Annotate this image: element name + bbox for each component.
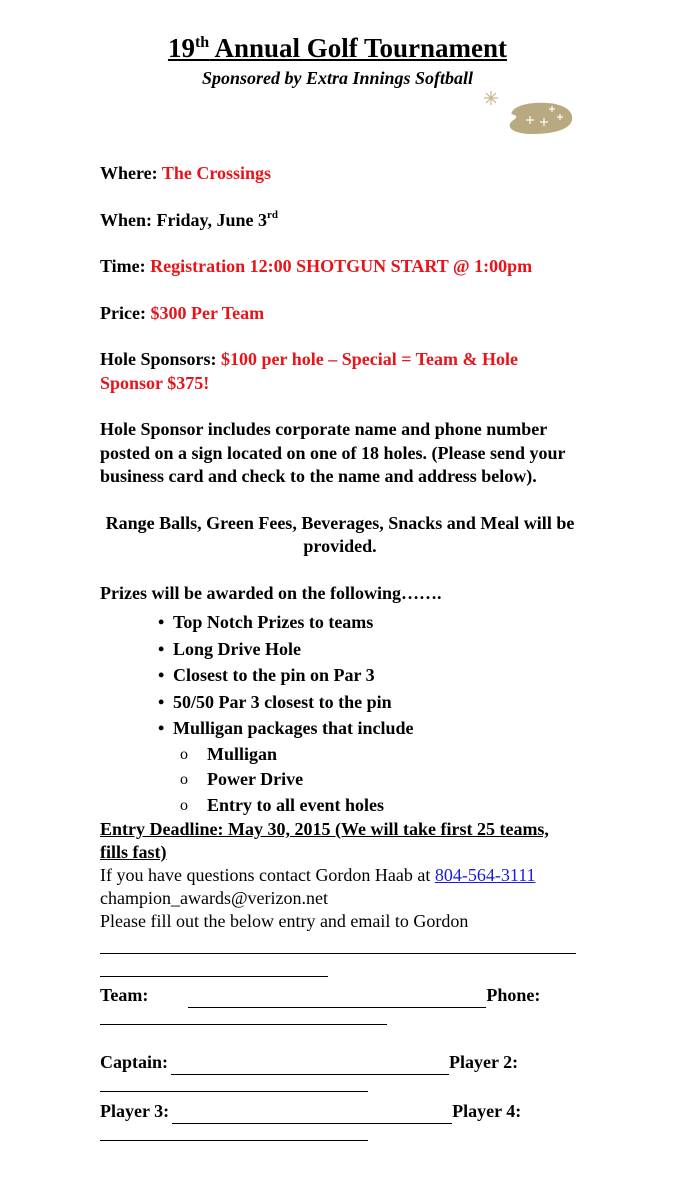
sponsor-info: Hole Sponsor includes corporate name and phone number posted on a sign located on one of 18 holes. (Please send your business card and check to the name and address below). bbox=[100, 419, 566, 486]
prizes-heading: Prizes will be awarded on the following……. bbox=[100, 582, 442, 603]
where-value: The Crossings bbox=[161, 163, 272, 183]
entry-deadline: Entry Deadline: May 30, 2015 (We will take first 25 teams, fills fast) bbox=[100, 819, 549, 862]
when-ordinal: rd bbox=[267, 208, 279, 221]
page-title bbox=[0, 30, 675, 66]
captain-label: Captain: bbox=[100, 1052, 169, 1072]
phone-field[interactable] bbox=[100, 1024, 387, 1025]
team-label: Team: bbox=[100, 985, 149, 1005]
when-label: When: Friday, June 3 bbox=[100, 209, 268, 230]
phone-link[interactable]: 804-564-3111 bbox=[434, 865, 536, 885]
entry-blank[interactable] bbox=[100, 953, 580, 977]
prize-item: • Closest to the pin on Par 3 bbox=[158, 662, 580, 689]
contact-line bbox=[100, 864, 580, 910]
entry-blank-line bbox=[100, 953, 576, 954]
hole-sponsors-label: Hole Sponsors: bbox=[100, 349, 217, 369]
where-line bbox=[100, 162, 580, 186]
price-label: Price: bbox=[100, 302, 146, 323]
contact-text: If you have questions contact Gordon Haab at bbox=[100, 865, 431, 885]
title-ordinal: th bbox=[194, 34, 210, 51]
player2-label: Player 2: bbox=[449, 1052, 519, 1072]
player4-label: Player 4: bbox=[452, 1101, 522, 1121]
team-row bbox=[100, 984, 580, 1008]
captain-row bbox=[100, 1051, 580, 1075]
title-text: Annual Golf Tournament bbox=[209, 33, 508, 63]
player3-label: Player 3: bbox=[100, 1101, 170, 1121]
time-value: Registration 12:00 SHOTGUN START @ 1:00pm bbox=[150, 256, 533, 276]
prizes-list bbox=[158, 609, 580, 742]
prize-item: • Mulligan packages that include bbox=[158, 715, 580, 742]
player4-field[interactable] bbox=[100, 1140, 368, 1141]
price-value: $300 Per Team bbox=[150, 302, 265, 323]
title-number: 19 bbox=[167, 33, 195, 63]
time-label: Time: bbox=[100, 256, 146, 276]
contact-email: champion_awards@verizon.net bbox=[100, 888, 328, 908]
prize-item: • Top Notch Prizes to teams bbox=[158, 609, 580, 636]
prize-item: • 50/50 Par 3 closest to the pin bbox=[158, 689, 580, 716]
player2-field[interactable] bbox=[100, 1091, 368, 1092]
price-line bbox=[100, 302, 580, 326]
mulligan-item: o Mulligan bbox=[180, 742, 580, 768]
player3-field[interactable] bbox=[172, 1123, 452, 1124]
mulligan-list bbox=[180, 742, 580, 819]
captain-field[interactable] bbox=[171, 1074, 449, 1075]
hole-sponsors-line bbox=[100, 348, 580, 395]
mulligan-item: o Entry to all event holes bbox=[180, 793, 580, 819]
subtitle: Sponsored by Extra Innings Softball bbox=[201, 68, 474, 88]
player3-row bbox=[100, 1100, 580, 1124]
mulligan-item: o Power Drive bbox=[180, 767, 580, 793]
time-line bbox=[100, 255, 580, 279]
entry-blank-line bbox=[100, 976, 328, 977]
hole-sponsors-value: $100 per hole – Special = Team & Hole Sponsor $375! bbox=[100, 349, 518, 393]
entry-instruction: Please fill out the below entry and email to Gordon bbox=[100, 911, 469, 931]
provided-items: Range Balls, Green Fees, Beverages, Snacks and Meal will be provided. bbox=[105, 512, 575, 556]
team-field[interactable] bbox=[188, 1007, 486, 1008]
palette-sparkle-icon bbox=[482, 88, 577, 138]
phone-label: Phone: bbox=[486, 985, 541, 1005]
where-label: Where: bbox=[100, 163, 158, 183]
when-line bbox=[100, 209, 580, 233]
prize-item: • Long Drive Hole bbox=[158, 636, 580, 663]
flyer-content bbox=[100, 162, 580, 1147]
